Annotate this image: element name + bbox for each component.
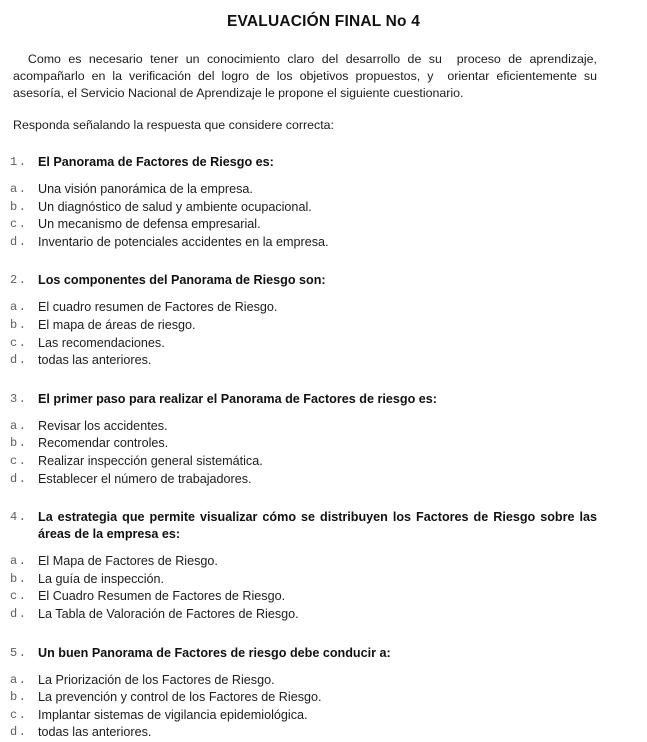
answer-option[interactable]: [0, 606, 647, 624]
option-label: Las recomendaciones.: [38, 335, 165, 350]
question-block: [0, 272, 647, 369]
question-number: 2.: [10, 273, 28, 288]
option-letter: d.: [10, 725, 28, 740]
option-letter: a.: [10, 300, 28, 315]
option-letter: d.: [10, 353, 28, 368]
answer-option[interactable]: [0, 199, 647, 217]
option-label: La guía de inspección.: [38, 571, 165, 586]
option-letter: c.: [10, 335, 28, 350]
answer-option[interactable]: [0, 453, 647, 471]
option-label: Inventario de potenciales accidentes en la empresa.: [38, 234, 329, 249]
option-label: Realizar inspección general sistemática.: [38, 453, 263, 468]
question-text: [0, 509, 647, 543]
option-letter: a.: [10, 182, 28, 196]
option-letter: c.: [10, 217, 28, 232]
option-letter: d.: [10, 471, 28, 486]
option-label: Implantar sistemas de vigilancia epidemiológica.: [38, 707, 308, 722]
answer-option[interactable]: [0, 435, 647, 453]
answer-option[interactable]: [0, 672, 647, 690]
answer-option[interactable]: [0, 335, 647, 353]
option-letter: b.: [10, 199, 28, 214]
question-number: 4.: [10, 510, 28, 525]
question-block: [0, 509, 647, 623]
option-label: todas las anteriores.: [38, 353, 152, 368]
answer-option[interactable]: [0, 181, 647, 199]
option-letter: a.: [10, 418, 28, 433]
option-letter: b.: [10, 690, 28, 705]
question-number: 5.: [10, 645, 28, 660]
option-label: Un mecanismo de defensa empresarial.: [38, 217, 261, 232]
option-label: todas las anteriores.: [38, 725, 152, 740]
answer-option[interactable]: [0, 471, 647, 489]
option-label: El mapa de áreas de riesgo.: [38, 317, 196, 332]
option-label: El Cuadro Resumen de Factores de Riesgo.: [38, 589, 286, 604]
option-letter: a.: [10, 554, 28, 569]
answer-option[interactable]: [0, 418, 647, 436]
question-label: Los componentes del Panorama de Riesgo son:: [38, 273, 326, 288]
question-text: [0, 272, 647, 289]
instruction-line: Responda señalando la respuesta que considere correcta:: [13, 118, 334, 132]
option-label: Recomendar controles.: [38, 436, 169, 451]
option-label: Establecer el número de trabajadores.: [38, 471, 252, 486]
answer-option[interactable]: [0, 553, 647, 571]
answer-option[interactable]: [0, 571, 647, 589]
question-label: La estrategia que permite visualizar cómo se distribuyen los Factores de Riesgo sobre las áreas de la empresa es:: [38, 510, 597, 542]
answer-option[interactable]: [0, 588, 647, 606]
option-label: La prevención y control de los Factores de Riesgo.: [38, 690, 322, 705]
option-label: La Tabla de Valoración de Factores de Riesgo.: [38, 606, 299, 621]
option-list: [0, 553, 647, 623]
option-list: [0, 418, 647, 488]
question-label: Un buen Panorama de Factores de riesgo debe conducir a:: [38, 645, 391, 660]
answer-option[interactable]: [0, 216, 647, 234]
question-block: [0, 645, 647, 742]
question-label: El Panorama de Factores de Riesgo es:: [38, 155, 274, 169]
option-letter: b.: [10, 436, 28, 451]
answer-option[interactable]: [0, 234, 647, 252]
question-number: 3.: [10, 391, 28, 406]
option-letter: d.: [10, 234, 28, 249]
intro-paragraph: Como es necesario tener un conocimiento claro del desarrollo de su proceso de aprendizaje, acompañarlo en la verificación del logro de los objetivos propuestos, y orientar eficientemente su asesoría, el Servicio Nacional de Aprendizaje le propone el siguiente cuestionario.: [13, 52, 601, 100]
answer-option[interactable]: [0, 689, 647, 707]
answer-option[interactable]: [0, 299, 647, 317]
option-label: El Mapa de Factores de Riesgo.: [38, 554, 218, 569]
option-label: Revisar los accidentes.: [38, 418, 168, 433]
option-letter: a.: [10, 672, 28, 687]
question-text: [0, 154, 647, 171]
question-block: [0, 154, 647, 251]
option-letter: c.: [10, 453, 28, 468]
option-letter: c.: [10, 589, 28, 604]
option-label: Una visión panorámica de la empresa.: [38, 182, 253, 196]
option-list: [0, 672, 647, 742]
question-block: [0, 391, 647, 488]
option-letter: b.: [10, 317, 28, 332]
option-label: El cuadro resumen de Factores de Riesgo.: [38, 300, 278, 315]
questions-list: [0, 154, 647, 742]
answer-option[interactable]: [0, 352, 647, 370]
answer-option[interactable]: [0, 707, 647, 725]
question-text: [0, 645, 647, 662]
answer-option[interactable]: [0, 724, 647, 742]
option-letter: b.: [10, 571, 28, 586]
page-title: EVALUACIÓN FINAL No 4: [226, 13, 421, 30]
question-label: El primer paso para realizar el Panorama de Factores de riesgo es:: [38, 391, 437, 406]
option-label: Un diagnóstico de salud y ambiente ocupacional.: [38, 199, 312, 214]
question-number: 1.: [10, 155, 28, 169]
answer-option[interactable]: [0, 317, 647, 335]
option-letter: c.: [10, 707, 28, 722]
question-text: [0, 391, 647, 408]
option-letter: d.: [10, 606, 28, 621]
option-label: La Priorización de los Factores de Riesgo.: [38, 672, 275, 687]
option-list: [0, 299, 647, 369]
option-list: [0, 181, 647, 251]
